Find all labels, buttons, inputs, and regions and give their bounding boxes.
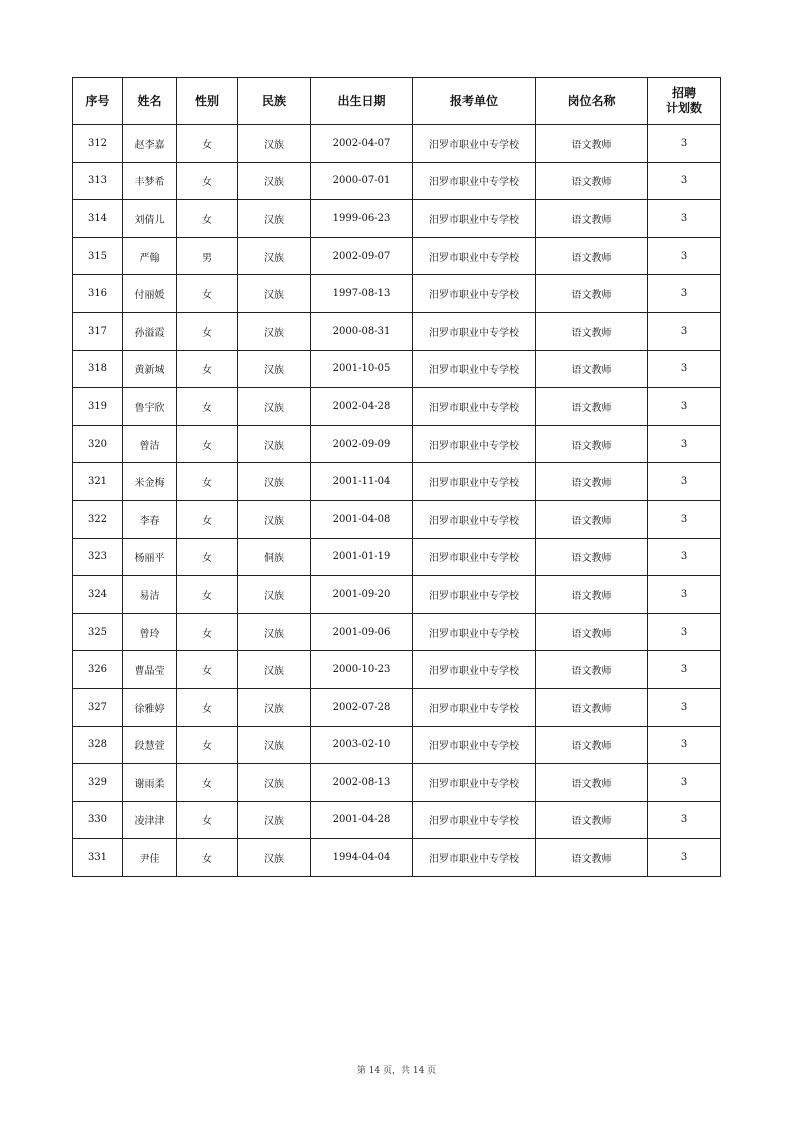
cell-name: 孙溢霞: [123, 312, 177, 350]
cell-birthdate: 2000-08-31: [311, 312, 413, 350]
cell-ethnicity: 汉族: [238, 801, 311, 839]
cell-index: 313: [73, 162, 123, 200]
cell-unit: 汨罗市职业中专学校: [413, 500, 536, 538]
table-row: [73, 275, 721, 313]
cell-name: 曹晶莹: [123, 651, 177, 689]
cell-name: 付丽媛: [123, 275, 177, 313]
cell-quota: 3: [648, 275, 721, 313]
cell-gender: 女: [177, 613, 238, 651]
cell-index: 328: [73, 726, 123, 764]
cell-gender: 女: [177, 350, 238, 388]
table-row: [73, 237, 721, 275]
cell-birthdate: 2001-09-20: [311, 576, 413, 614]
cell-gender: 女: [177, 764, 238, 802]
cell-ethnicity: 汉族: [238, 576, 311, 614]
cell-position: 语文教师: [536, 576, 648, 614]
cell-ethnicity: 汉族: [238, 312, 311, 350]
cell-ethnicity: 汉族: [238, 162, 311, 200]
table-row: [73, 463, 721, 501]
cell-birthdate: 2002-09-07: [311, 237, 413, 275]
cell-name: 段慧萱: [123, 726, 177, 764]
cell-name: 黄新城: [123, 350, 177, 388]
cell-quota: 3: [648, 125, 721, 163]
cell-birthdate: 1994-04-04: [311, 839, 413, 877]
cell-gender: 女: [177, 839, 238, 877]
cell-position: 语文教师: [536, 688, 648, 726]
cell-quota: 3: [648, 576, 721, 614]
cell-unit: 汨罗市职业中专学校: [413, 764, 536, 802]
table-row: [73, 613, 721, 651]
cell-ethnicity: 汉族: [238, 764, 311, 802]
cell-unit: 汨罗市职业中专学校: [413, 162, 536, 200]
cell-index: 330: [73, 801, 123, 839]
cell-gender: 女: [177, 200, 238, 238]
cell-gender: 女: [177, 500, 238, 538]
cell-birthdate: 2000-10-23: [311, 651, 413, 689]
cell-name: 凌津津: [123, 801, 177, 839]
cell-index: 329: [73, 764, 123, 802]
cell-position: 语文教师: [536, 350, 648, 388]
header-quota: [648, 78, 721, 125]
cell-name: 曾玲: [123, 613, 177, 651]
cell-index: 314: [73, 200, 123, 238]
cell-ethnicity: 汉族: [238, 350, 311, 388]
cell-ethnicity: 汉族: [238, 237, 311, 275]
cell-birthdate: 2002-07-28: [311, 688, 413, 726]
cell-gender: 女: [177, 688, 238, 726]
cell-ethnicity: 汉族: [238, 425, 311, 463]
cell-birthdate: 2001-04-28: [311, 801, 413, 839]
cell-quota: 3: [648, 237, 721, 275]
cell-birthdate: 2002-04-28: [311, 388, 413, 426]
cell-quota: 3: [648, 651, 721, 689]
cell-unit: 汨罗市职业中专学校: [413, 651, 536, 689]
cell-name: 杨丽平: [123, 538, 177, 576]
cell-birthdate: 2001-04-08: [311, 500, 413, 538]
table-row: [73, 350, 721, 388]
table-row: [73, 200, 721, 238]
cell-unit: 汨罗市职业中专学校: [413, 425, 536, 463]
table-row: [73, 764, 721, 802]
cell-gender: 女: [177, 388, 238, 426]
cell-position: 语文教师: [536, 613, 648, 651]
cell-name: 丰梦希: [123, 162, 177, 200]
cell-unit: 汨罗市职业中专学校: [413, 801, 536, 839]
cell-birthdate: 2000-07-01: [311, 162, 413, 200]
cell-index: 317: [73, 312, 123, 350]
table-row: [73, 162, 721, 200]
cell-ethnicity: 汉族: [238, 651, 311, 689]
cell-position: 语文教师: [536, 388, 648, 426]
cell-index: 326: [73, 651, 123, 689]
cell-name: 严翰: [123, 237, 177, 275]
cell-quota: 3: [648, 162, 721, 200]
cell-name: 易洁: [123, 576, 177, 614]
cell-position: 语文教师: [536, 726, 648, 764]
cell-name: 徐雅婷: [123, 688, 177, 726]
table-row: [73, 839, 721, 877]
cell-position: 语文教师: [536, 651, 648, 689]
cell-unit: 汨罗市职业中专学校: [413, 576, 536, 614]
cell-birthdate: 2002-08-13: [311, 764, 413, 802]
cell-index: 322: [73, 500, 123, 538]
cell-ethnicity: 汉族: [238, 200, 311, 238]
cell-name: 米金梅: [123, 463, 177, 501]
cell-unit: 汨罗市职业中专学校: [413, 200, 536, 238]
cell-quota: 3: [648, 425, 721, 463]
cell-ethnicity: 汉族: [238, 463, 311, 501]
header-gender: 性别: [177, 78, 238, 125]
cell-index: 323: [73, 538, 123, 576]
table-row: [73, 651, 721, 689]
cell-position: 语文教师: [536, 764, 648, 802]
cell-unit: 汨罗市职业中专学校: [413, 312, 536, 350]
cell-ethnicity: 汉族: [238, 125, 311, 163]
cell-position: 语文教师: [536, 275, 648, 313]
cell-index: 331: [73, 839, 123, 877]
cell-name: 李春: [123, 500, 177, 538]
cell-index: 316: [73, 275, 123, 313]
table-row: [73, 538, 721, 576]
header-name: 姓名: [123, 78, 177, 125]
cell-index: 321: [73, 463, 123, 501]
candidate-table-container: [72, 77, 720, 877]
cell-quota: 3: [648, 500, 721, 538]
cell-position: 语文教师: [536, 200, 648, 238]
candidate-table: [72, 77, 721, 877]
cell-index: 319: [73, 388, 123, 426]
cell-quota: 3: [648, 613, 721, 651]
cell-unit: 汨罗市职业中专学校: [413, 463, 536, 501]
cell-gender: 女: [177, 538, 238, 576]
cell-name: 鲁宇欣: [123, 388, 177, 426]
cell-gender: 女: [177, 275, 238, 313]
cell-ethnicity: 汉族: [238, 613, 311, 651]
cell-unit: 汨罗市职业中专学校: [413, 350, 536, 388]
table-row: [73, 388, 721, 426]
cell-birthdate: 2001-10-05: [311, 350, 413, 388]
header-birthdate: 出生日期: [311, 78, 413, 125]
cell-index: 325: [73, 613, 123, 651]
cell-gender: 女: [177, 651, 238, 689]
cell-birthdate: 2001-11-04: [311, 463, 413, 501]
cell-quota: 3: [648, 312, 721, 350]
cell-birthdate: 1999-06-23: [311, 200, 413, 238]
cell-unit: 汨罗市职业中专学校: [413, 275, 536, 313]
cell-name: 刘倩儿: [123, 200, 177, 238]
cell-gender: 女: [177, 425, 238, 463]
cell-position: 语文教师: [536, 463, 648, 501]
cell-quota: 3: [648, 538, 721, 576]
cell-index: 312: [73, 125, 123, 163]
cell-ethnicity: 汉族: [238, 388, 311, 426]
cell-position: 语文教师: [536, 425, 648, 463]
cell-unit: 汨罗市职业中专学校: [413, 839, 536, 877]
cell-quota: 3: [648, 688, 721, 726]
cell-position: 语文教师: [536, 500, 648, 538]
cell-gender: 女: [177, 726, 238, 764]
header-quota-line1: 招聘: [671, 86, 696, 100]
cell-position: 语文教师: [536, 312, 648, 350]
cell-gender: 女: [177, 463, 238, 501]
cell-gender: 男: [177, 237, 238, 275]
page-footer: 第 14 页，共 14 页: [356, 1066, 437, 1076]
cell-unit: 汨罗市职业中专学校: [413, 237, 536, 275]
cell-ethnicity: 汉族: [238, 500, 311, 538]
cell-quota: 3: [648, 200, 721, 238]
cell-unit: 汨罗市职业中专学校: [413, 613, 536, 651]
table-row: [73, 576, 721, 614]
table-row: [73, 801, 721, 839]
table-row: [73, 312, 721, 350]
header-row: [73, 78, 721, 125]
cell-quota: 3: [648, 726, 721, 764]
cell-position: 语文教师: [536, 237, 648, 275]
cell-position: 语文教师: [536, 839, 648, 877]
cell-birthdate: 1997-08-13: [311, 275, 413, 313]
header-position: 岗位名称: [536, 78, 648, 125]
cell-gender: 女: [177, 125, 238, 163]
header-quota-line2: 计划数: [665, 101, 702, 115]
cell-unit: 汨罗市职业中专学校: [413, 726, 536, 764]
cell-ethnicity: 汉族: [238, 726, 311, 764]
cell-name: 尹佳: [123, 839, 177, 877]
cell-gender: 女: [177, 312, 238, 350]
table-row: [73, 425, 721, 463]
cell-gender: 女: [177, 801, 238, 839]
cell-position: 语文教师: [536, 538, 648, 576]
cell-birthdate: 2001-09-06: [311, 613, 413, 651]
cell-name: 谢雨柔: [123, 764, 177, 802]
cell-index: 324: [73, 576, 123, 614]
cell-quota: 3: [648, 350, 721, 388]
cell-position: 语文教师: [536, 162, 648, 200]
table-row: [73, 500, 721, 538]
cell-index: 327: [73, 688, 123, 726]
cell-birthdate: 2002-04-07: [311, 125, 413, 163]
table-header: [73, 78, 721, 125]
header-unit: 报考单位: [413, 78, 536, 125]
cell-unit: 汨罗市职业中专学校: [413, 388, 536, 426]
cell-quota: 3: [648, 801, 721, 839]
table-row: [73, 125, 721, 163]
cell-gender: 女: [177, 576, 238, 614]
cell-ethnicity: 侗族: [238, 538, 311, 576]
cell-position: 语文教师: [536, 801, 648, 839]
cell-index: 315: [73, 237, 123, 275]
table-body: [73, 125, 721, 877]
cell-name: 曾洁: [123, 425, 177, 463]
header-index: 序号: [73, 78, 123, 125]
cell-birthdate: 2003-02-10: [311, 726, 413, 764]
cell-birthdate: 2001-01-19: [311, 538, 413, 576]
cell-ethnicity: 汉族: [238, 275, 311, 313]
cell-birthdate: 2002-09-09: [311, 425, 413, 463]
cell-quota: 3: [648, 839, 721, 877]
cell-unit: 汨罗市职业中专学校: [413, 688, 536, 726]
cell-quota: 3: [648, 463, 721, 501]
cell-index: 320: [73, 425, 123, 463]
cell-unit: 汨罗市职业中专学校: [413, 538, 536, 576]
cell-index: 318: [73, 350, 123, 388]
cell-gender: 女: [177, 162, 238, 200]
cell-unit: 汨罗市职业中专学校: [413, 125, 536, 163]
table-row: [73, 726, 721, 764]
cell-name: 赵李嘉: [123, 125, 177, 163]
cell-quota: 3: [648, 388, 721, 426]
cell-quota: 3: [648, 764, 721, 802]
header-ethnicity: 民族: [238, 78, 311, 125]
table-row: [73, 688, 721, 726]
cell-position: 语文教师: [536, 125, 648, 163]
cell-ethnicity: 汉族: [238, 839, 311, 877]
cell-ethnicity: 汉族: [238, 688, 311, 726]
